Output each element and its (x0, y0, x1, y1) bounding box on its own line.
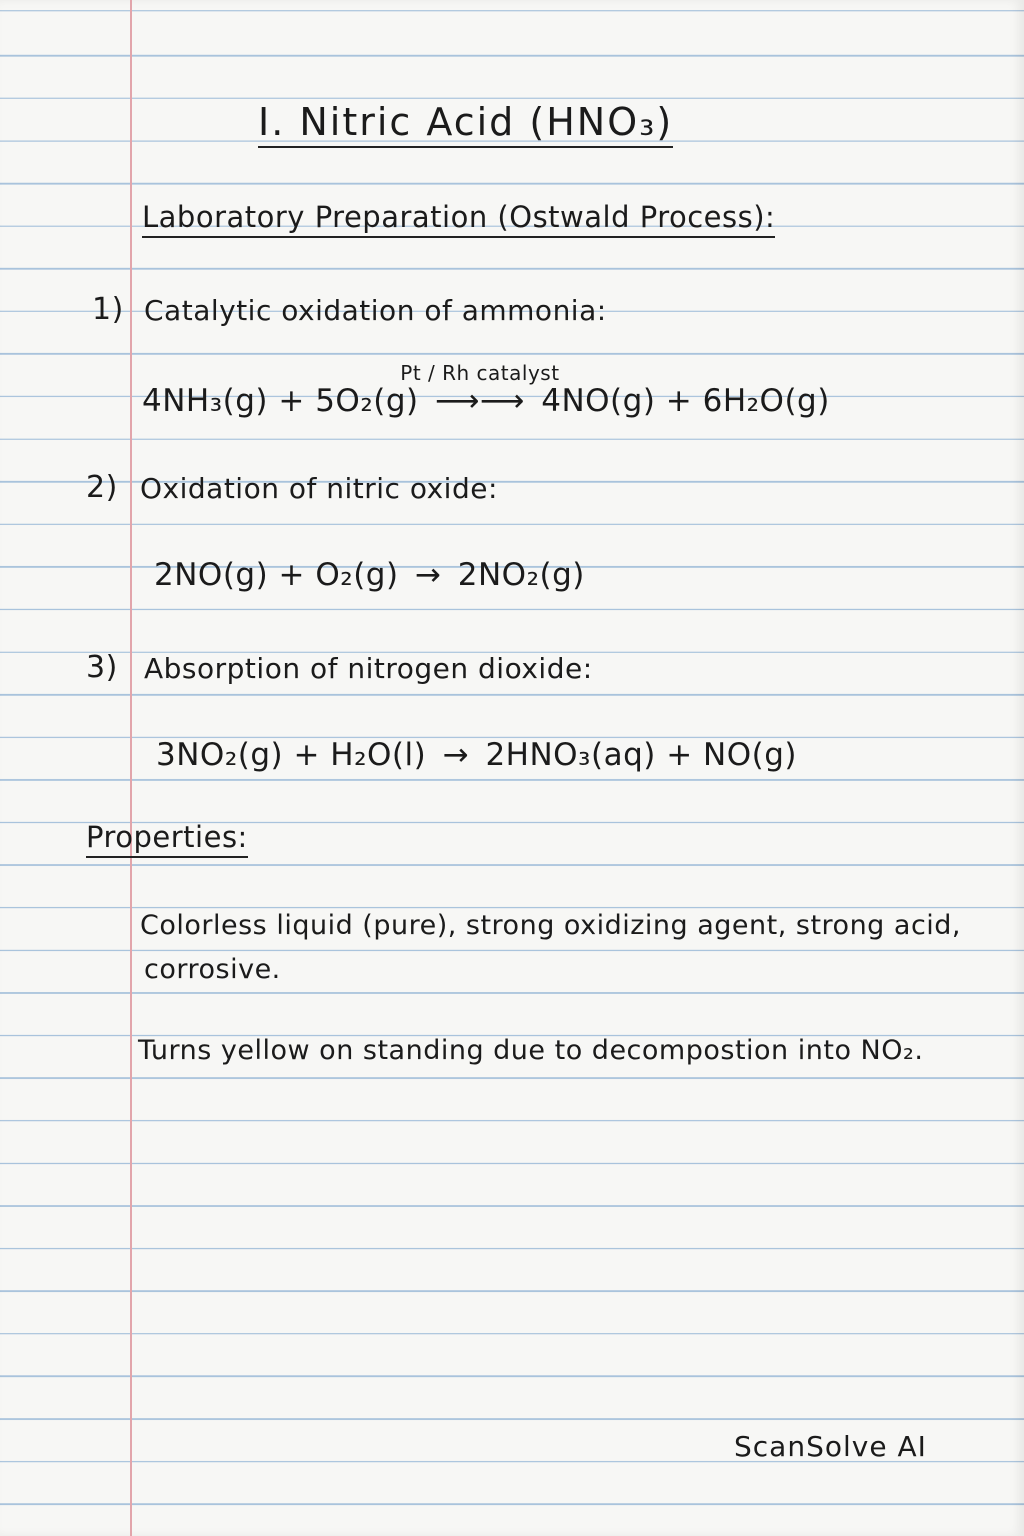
page-title: I. Nitric Acid (HNO₃) (258, 100, 673, 148)
step-1-label: Catalytic oxidation of ammonia: (144, 294, 607, 327)
step-3-reactants: 3NO₂(g) + H₂O(l) (156, 737, 427, 773)
step-1-arrow (400, 361, 560, 419)
step-3-label: Absorption of nitrogen dioxide: (144, 652, 593, 685)
step-3-products: 2HNO₃(aq) + NO(g) (485, 737, 797, 773)
step-3-number: 3) (86, 650, 118, 685)
section-properties-heading: Properties: (86, 820, 248, 858)
section-preparation-heading: Laboratory Preparation (Ostwald Process): (142, 200, 775, 238)
step-1-catalyst: Pt / Rh catalyst (400, 361, 560, 385)
step-1-products: 4NO(g) + 6H₂O(g) (541, 383, 830, 419)
step-2-equation (154, 557, 585, 593)
reaction-arrow-icon: ⟶⟶ (434, 383, 525, 419)
reaction-arrow-icon: → (442, 737, 470, 773)
step-2-number: 2) (86, 470, 118, 505)
step-1-number: 1) (92, 292, 124, 327)
property-line-3: Turns yellow on standing due to decompostion into NO₂. (138, 1035, 924, 1066)
step-1-equation (142, 361, 830, 419)
step-2-label: Oxidation of nitric oxide: (140, 472, 498, 505)
property-line-1: Colorless liquid (pure), strong oxidizing agent, strong acid, (140, 910, 962, 941)
brand-watermark: ScanSolve AI (734, 1430, 927, 1463)
step-2-products: 2NO₂(g) (457, 557, 585, 593)
margin-line (130, 0, 132, 1536)
property-line-2: corrosive. (144, 954, 281, 985)
reaction-arrow-icon: → (414, 557, 442, 593)
step-2-reactants: 2NO(g) + O₂(g) (154, 557, 399, 593)
step-1-reactants: 4NH₃(g) + 5O₂(g) (142, 383, 419, 419)
step-3-equation (156, 737, 797, 773)
